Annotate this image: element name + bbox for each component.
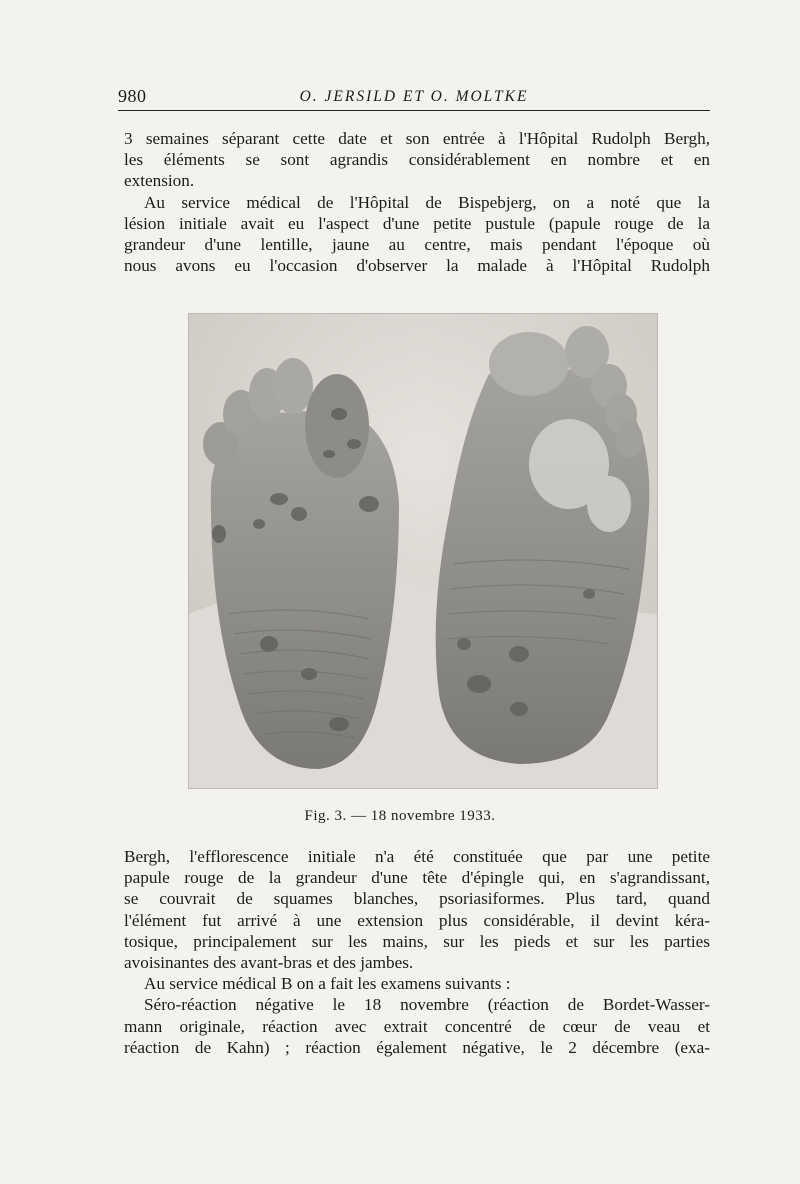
text-line: extension.: [124, 171, 195, 191]
page-number: 980: [118, 86, 147, 106]
figure-caption: Fig. 3. — 18 novembre 1933.: [304, 808, 496, 824]
text-line: l'élément fut arrivé à une extension plus considérable, il devint kéra-: [124, 910, 710, 930]
running-head: O. JERSILD ET O. MOLTKE: [299, 88, 529, 105]
text-line: Bergh, l'efflorescence initiale n'a été constituée que par une petite: [124, 847, 710, 866]
figure-photograph: [188, 313, 658, 789]
text-line: se couvrait de squames blanches, psoriasiformes. Plus tard, quand: [124, 889, 710, 909]
text-line: tosique, principalement sur les mains, sur les pieds et sur les parties: [124, 931, 710, 951]
body-text-bottom: [124, 846, 710, 1058]
text-line: 3 semaines séparant cette date et son entrée à l'Hôpital Rudolph Bergh,: [124, 129, 710, 148]
feet-soles-photo: [189, 314, 657, 788]
text-line: nous avons eu l'occasion d'observer la malade à l'Hôpital Rudolph: [124, 256, 710, 276]
text-line: les éléments se sont agrandis considérablement en nombre et en: [124, 150, 710, 170]
text-line: réaction de Kahn) ; réaction également négative, le 2 décembre (exa-: [124, 1037, 710, 1057]
text-line: Au service médical B on a fait les examens suivants :: [144, 974, 511, 994]
text-line: lésion initiale avait eu l'aspect d'une petite pustule (papule rouge de la: [124, 213, 710, 233]
text-line: grandeur d'une lentille, jaune au centre, mais pendant l'époque où: [124, 234, 710, 254]
text-line: papule rouge de la grandeur d'une tête d'épingle qui, en s'agrandissant,: [124, 868, 710, 888]
text-line: mann originale, réaction avec extrait concentré de cœur de veau et: [124, 1016, 710, 1036]
text-line: avoisinantes des avant-bras et des jambes.: [124, 952, 414, 972]
text-line: Au service médical de l'Hôpital de Bispebjerg, on a noté que la: [144, 192, 710, 212]
page-header: [118, 86, 710, 111]
text-line: Séro-réaction négative le 18 novembre (réaction de Bordet-Wasser-: [144, 995, 710, 1015]
body-text-top: [124, 128, 710, 276]
